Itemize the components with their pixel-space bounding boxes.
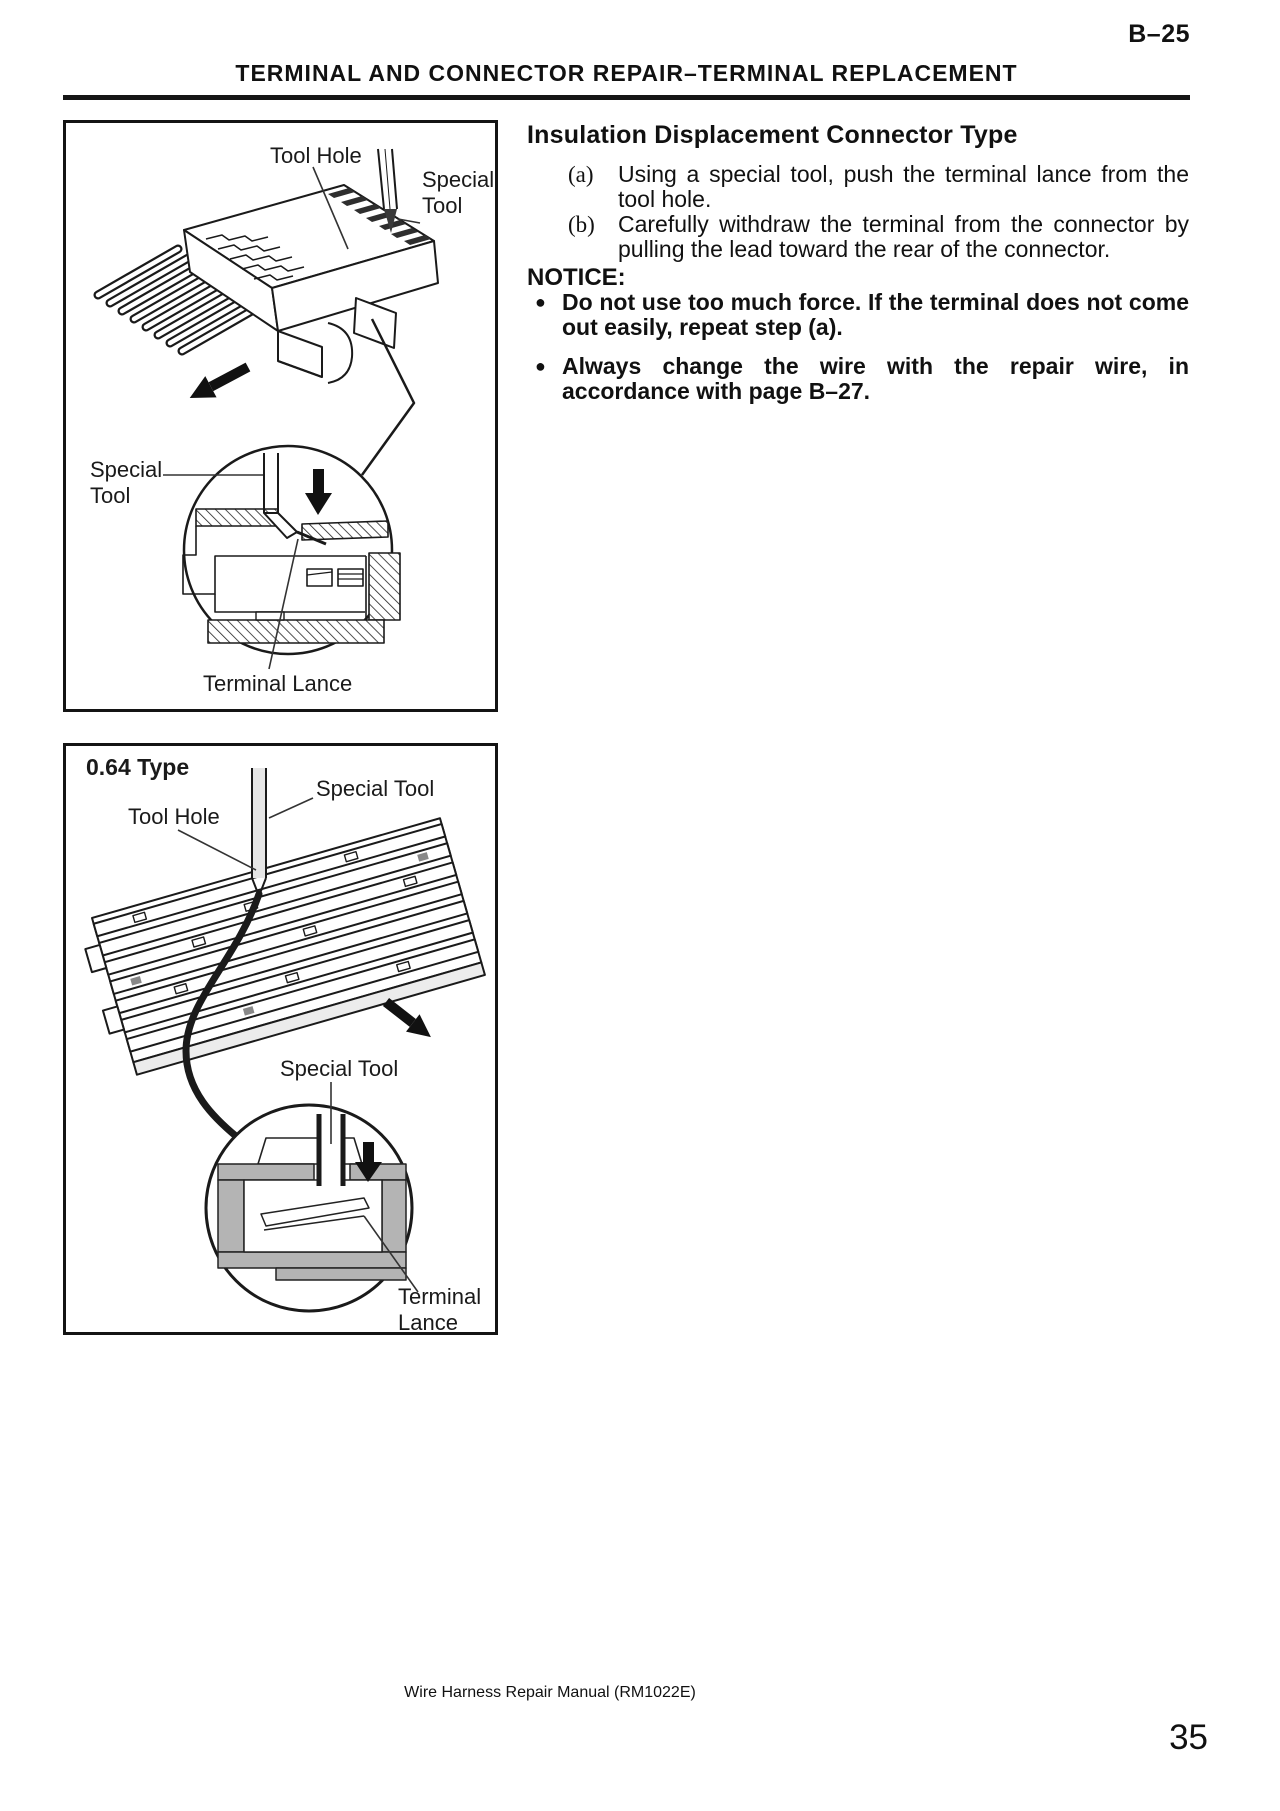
step-a-label: (a) — [568, 162, 594, 187]
section-heading: Insulation Displacement Connector Type — [527, 121, 1018, 149]
notice-item-1 — [527, 290, 1189, 340]
step-b — [527, 212, 1189, 262]
bullet-icon: ● — [535, 356, 546, 376]
footer-page-number: 35 — [1169, 1718, 1208, 1757]
connector-body — [184, 185, 438, 383]
figure-idc-connector — [63, 120, 498, 712]
step-b-label: (b) — [568, 212, 595, 237]
label-tool-hole: Tool Hole — [128, 804, 220, 829]
label-special-tool-upper: Special Tool — [422, 167, 495, 218]
removal-direction-arrow-icon — [379, 993, 437, 1045]
title-rule — [63, 95, 1190, 100]
header-page-reference: B–25 — [1128, 20, 1190, 48]
label-special-tool-lower: Special Tool — [280, 1056, 399, 1081]
notice-item-2 — [527, 354, 1189, 404]
064-connector-illustration — [66, 746, 495, 1332]
label-terminal-lance: Terminal Lance — [398, 1284, 482, 1335]
notice-item-2-text: Always change the wire with the repair wire, in accordance with page B–27. — [562, 353, 1189, 404]
label-064-type: 0.64 Type — [86, 754, 190, 780]
label-tool-hole: Tool Hole — [270, 143, 362, 168]
label-special-tool-lower: Special Tool — [90, 457, 163, 508]
step-a — [527, 162, 1189, 212]
connector-plate — [78, 818, 485, 1079]
notice-heading: NOTICE: — [527, 264, 626, 291]
label-special-tool-upper: Special Tool — [316, 776, 435, 801]
instruction-column — [527, 120, 1189, 404]
page-title: TERMINAL AND CONNECTOR REPAIR–TERMINAL REPLACEMENT — [235, 60, 1018, 86]
label-terminal-lance: Terminal Lance — [203, 671, 353, 696]
step-a-text: Using a special tool, push the terminal lance from the tool hole. — [618, 161, 1189, 212]
removal-direction-arrow-icon — [184, 356, 254, 408]
footer-manual-name: Wire Harness Repair Manual (RM1022E) — [404, 1684, 696, 1701]
figure-064-type — [63, 743, 498, 1335]
step-b-text: Carefully withdraw the terminal from the connector by pulling the lead toward the rear of the connector. — [618, 211, 1189, 262]
bullet-icon: ● — [535, 292, 546, 312]
special-tool-rod — [252, 768, 266, 896]
notice-item-1-text: Do not use too much force. If the terminal does not come out easily, repeat step (a). — [562, 289, 1189, 340]
